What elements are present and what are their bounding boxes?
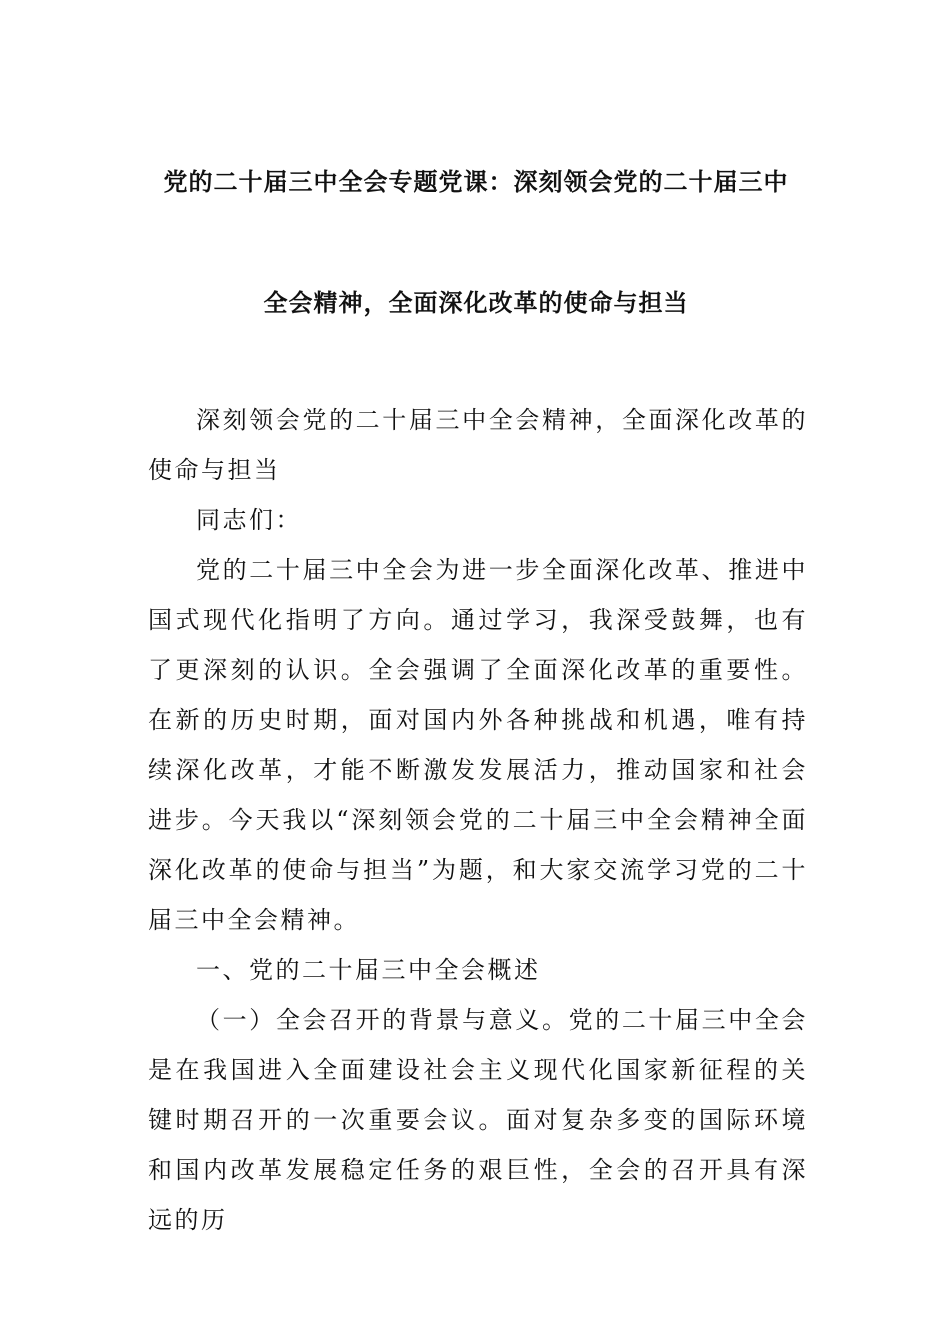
section-heading-1: 一、党的二十届三中全会概述	[196, 956, 541, 984]
subsection-paragraph-1: （一）全会召开的背景与意义。党的二十届三中全会是在我国进入全面建设社会主义现代化国家新征程的关键时期召开的一次重要会议。面对复杂多变的国际环境和国内改革发展稳定任务的艰巨性，全会的召开具有深远的历	[148, 1006, 808, 1234]
intro-paragraph: 党的二十届三中全会为进一步全面深化改革、推进中国式现代化指明了方向。通过学习，我深受鼓舞，也有了更深刻的认识。全会强调了全面深化改革的重要性。在新的历史时期，面对国内外各种挑战和机遇，唯有持续深化改革，才能不断激发发展活力，推动国家和社会进步。今天我以“深刻领会党的二十届三中全会精神全面深化改革的使命与担当”为题，和大家交流学习党的二十届三中全会精神。	[148, 556, 808, 934]
subtitle-paragraph: 深刻领会党的二十届三中全会精神，全面深化改革的使命与担当	[148, 406, 808, 484]
document-body	[148, 395, 808, 1245]
document-title-line-1: 党的二十届三中全会专题党课：深刻领会党的二十届三中	[163, 168, 789, 196]
document-title-line-2: 全会精神，全面深化改革的使命与担当	[263, 289, 689, 317]
salutation-paragraph: 同志们：	[196, 506, 302, 534]
